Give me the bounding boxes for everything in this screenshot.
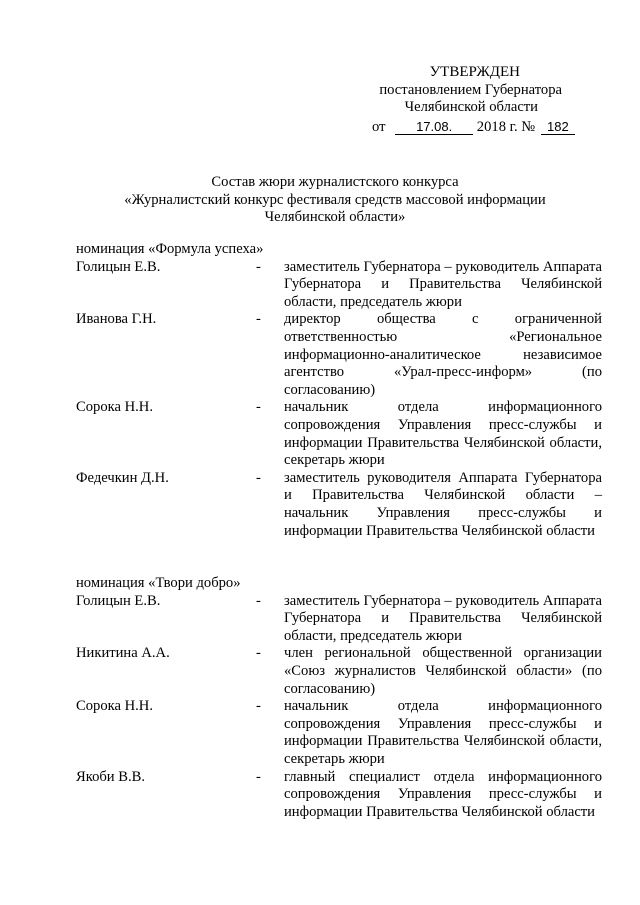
member-dash: - xyxy=(256,645,261,662)
section-title: номинация «Формула успеха» xyxy=(76,241,264,257)
approval-date-line xyxy=(372,119,568,137)
section-title: номинация «Твори добро» xyxy=(76,575,241,592)
jury-member-row xyxy=(76,311,606,399)
member-role: заместитель руководителя Аппарата Губернатора и Правительства Челябинской области – начальник Управления пресс-службы и информации Правительства Челябинской области xyxy=(284,469,602,539)
member-dash: - xyxy=(256,469,261,486)
jury-member-row xyxy=(76,259,606,312)
jury-sections xyxy=(76,241,606,821)
approval-region-line: Челябинской области xyxy=(404,99,538,116)
member-name: Сорока Н.Н. xyxy=(76,698,153,715)
member-role: заместитель Губернатора – руководитель Аппарата Губернатора и Правительства Челябинской области, председатель жюри xyxy=(284,258,602,310)
member-role: начальник отдела информационного сопровождения Управления пресс-службы и информации Правительства Челябинской области, секретарь жюри xyxy=(284,399,602,469)
member-name: Голицын Е.В. xyxy=(76,258,161,275)
member-dash: - xyxy=(256,311,261,328)
approval-decree-line: постановлением Губернатора xyxy=(379,81,562,98)
jury-member-row xyxy=(76,645,606,698)
member-role: главный специалист отдела информационного сопровождения Управления пресс-службы и информации Правительства Челябинской области xyxy=(284,768,602,820)
approval-stamp xyxy=(358,64,568,136)
document-title xyxy=(60,174,610,227)
member-dash: - xyxy=(256,592,261,609)
section-spacer xyxy=(76,540,606,575)
member-dash: - xyxy=(256,258,261,275)
member-dash: - xyxy=(256,768,261,785)
member-name: Иванова Г.Н. xyxy=(76,311,157,328)
member-name: Якоби В.В. xyxy=(76,768,146,785)
section-formula xyxy=(76,241,606,540)
member-name: Федечкин Д.Н. xyxy=(76,469,169,486)
member-dash: - xyxy=(256,698,261,715)
approval-year-text: 2018 г. № xyxy=(476,118,536,135)
approval-date: 17.08. xyxy=(395,119,473,135)
approval-number: 182 xyxy=(541,119,575,135)
member-role: заместитель Губернатора – руководитель Аппарата Губернатора и Правительства Челябинской области, председатель жюри xyxy=(284,592,602,644)
jury-member-row xyxy=(76,593,606,646)
section-tvori-dobro xyxy=(76,575,606,821)
title-line-1: Состав жюри журналистского конкурса xyxy=(211,174,459,190)
member-name: Сорока Н.Н. xyxy=(76,399,153,416)
member-dash: - xyxy=(256,399,261,416)
jury-member-row xyxy=(76,399,606,469)
member-name: Никитина А.А. xyxy=(76,645,170,662)
approval-word: УТВЕРЖДЕН xyxy=(429,64,520,80)
member-role: член региональной общественной организации «Союз журналистов Челябинской области» (по согласованию) xyxy=(284,645,602,697)
title-line-3: Челябинской области» xyxy=(264,209,406,226)
approval-from-label: от xyxy=(372,118,386,135)
title-line-2: «Журналистский конкурс фестиваля средств массовой информации xyxy=(124,191,546,208)
jury-member-row xyxy=(76,698,606,768)
member-name: Голицын Е.В. xyxy=(76,592,161,609)
jury-member-row xyxy=(76,769,606,822)
jury-member-row xyxy=(76,470,606,540)
member-role: директор общества с ограниченной ответственностью «Региональное информационно-аналитическое независимое агентство «Урал-пресс-информ» (по согласованию) xyxy=(284,311,602,398)
member-role: начальник отдела информационного сопровождения Управления пресс-службы и информации Правительства Челябинской области, секретарь жюри xyxy=(284,698,602,768)
